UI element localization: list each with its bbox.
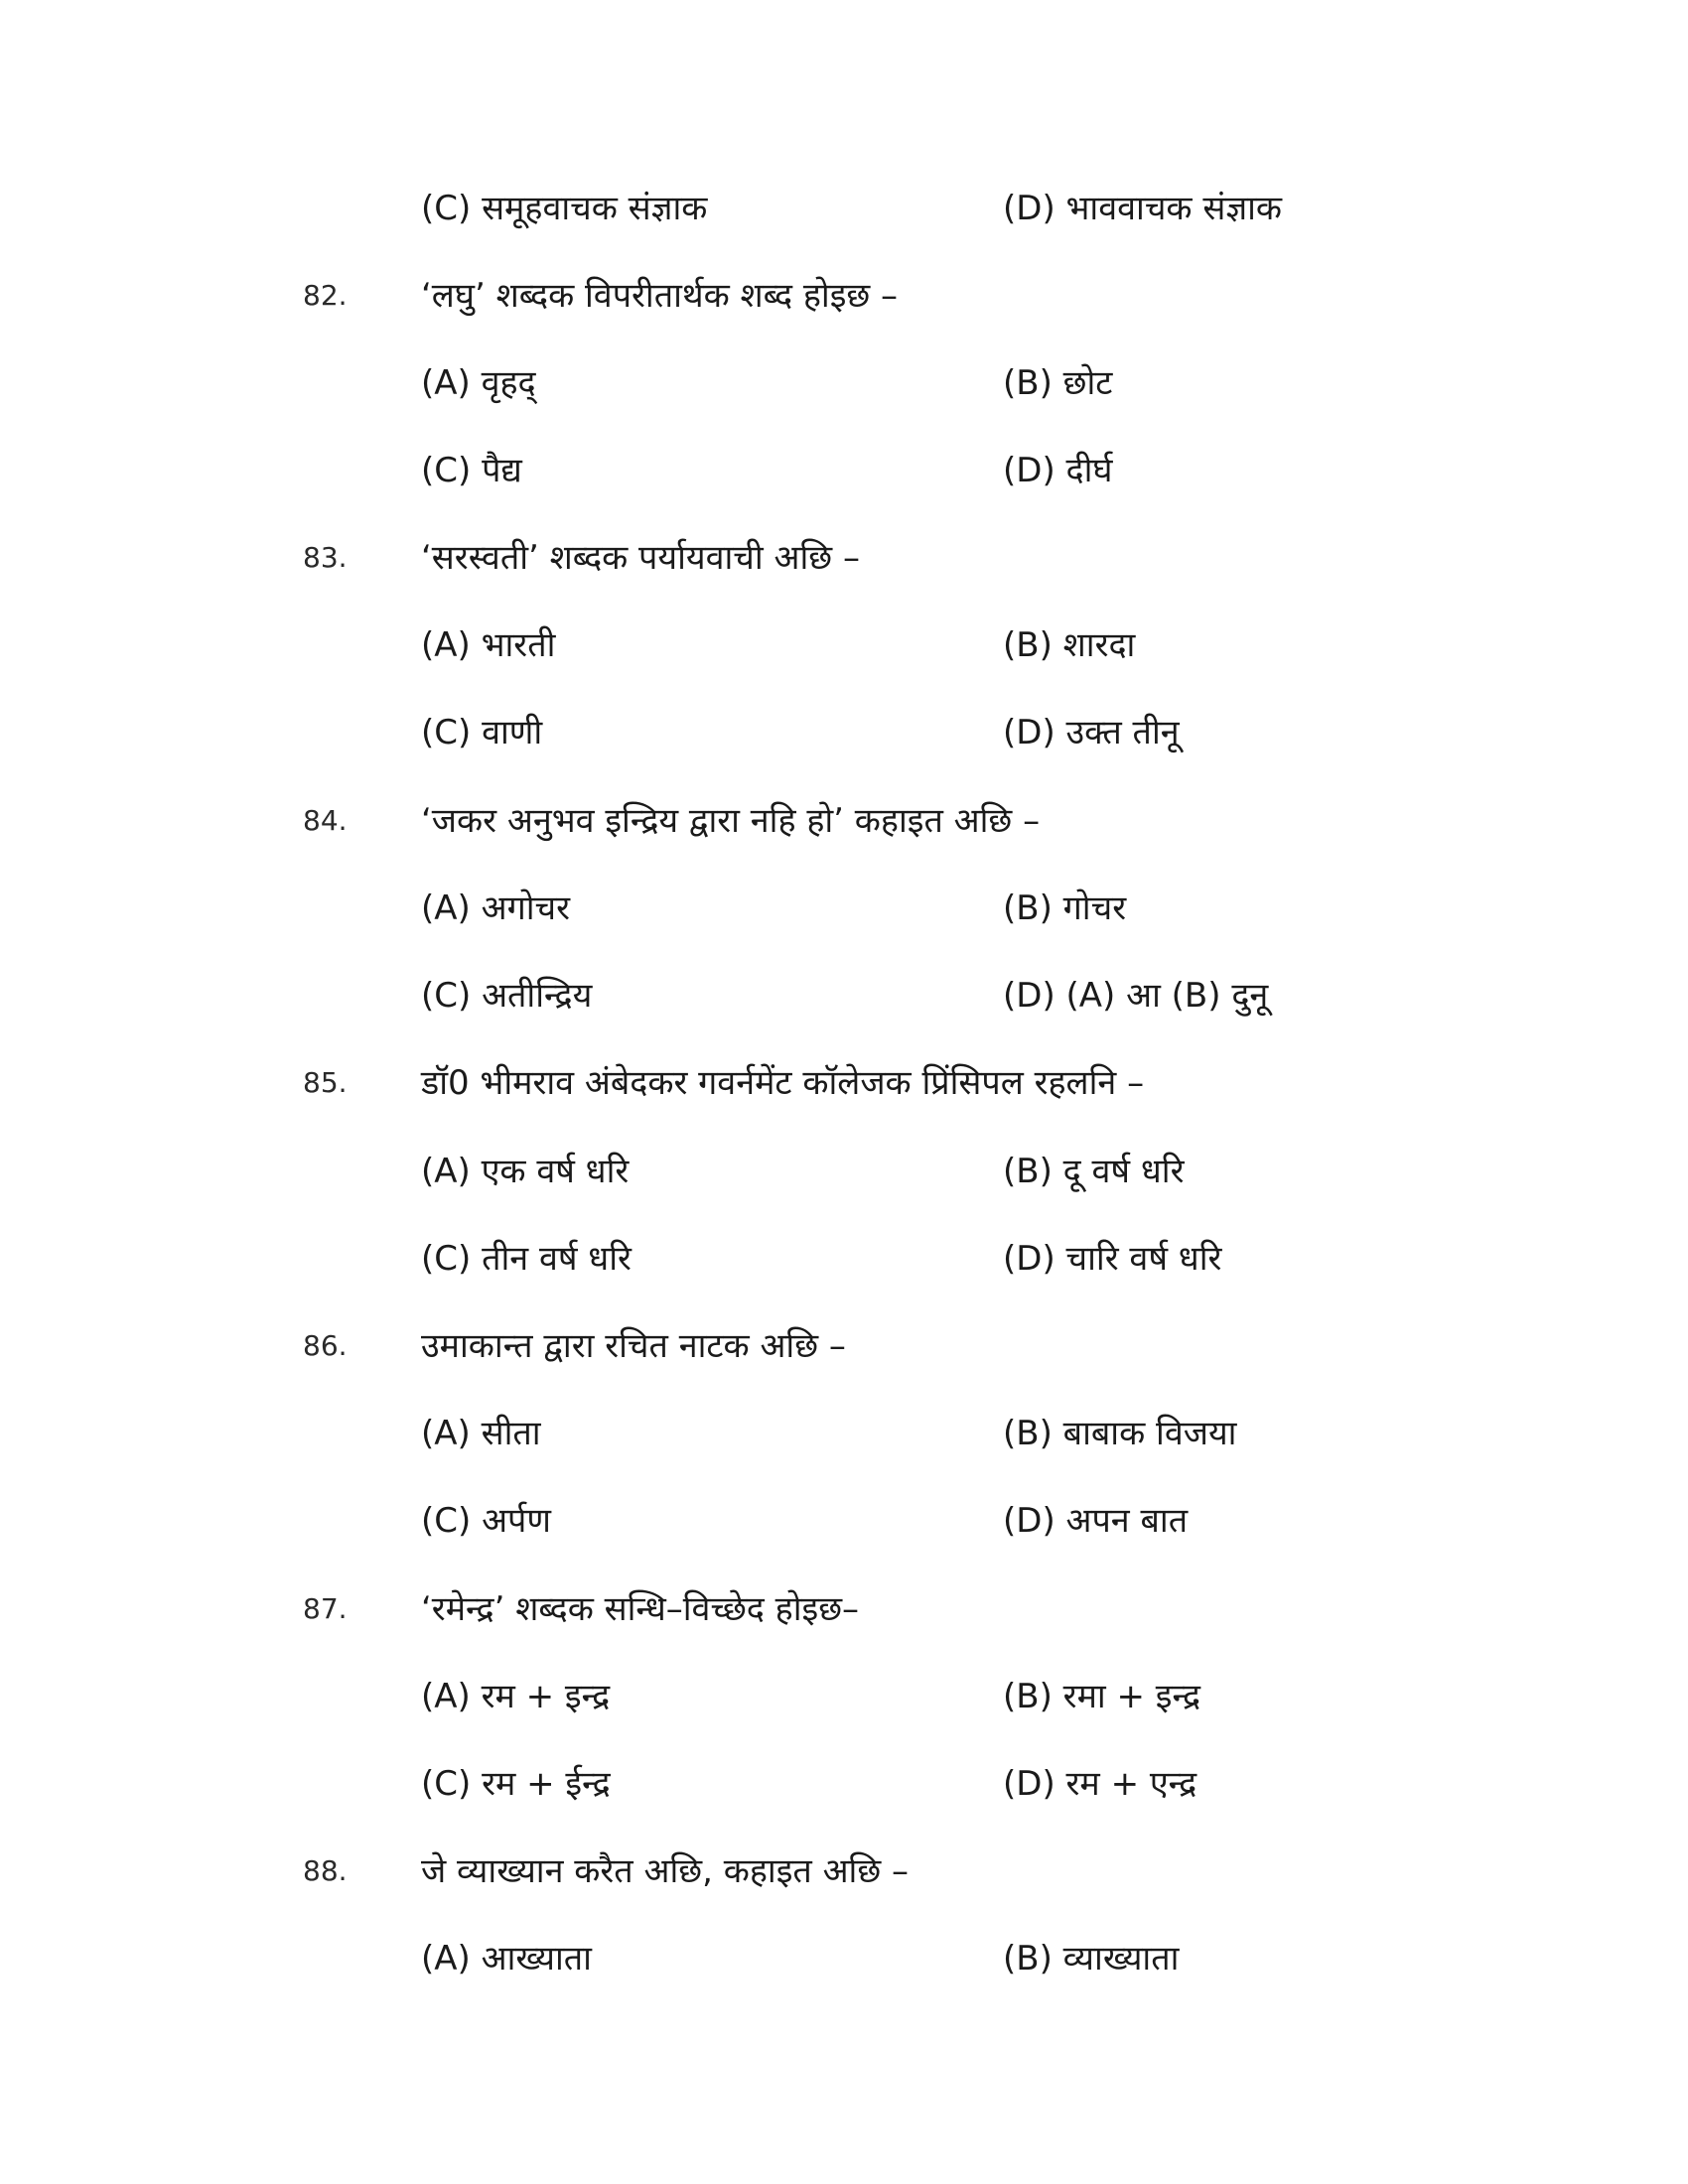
option-c: (C) रम + ईन्द्र	[421, 1764, 611, 1804]
option-a: (A) भारती	[421, 625, 556, 665]
option-c: (C) पैद्य	[421, 451, 522, 490]
question-text: ‘लघु’ शब्दक विपरीतार्थक शब्द होइछ –	[421, 276, 899, 316]
option-d: (D) रम + एन्द्र	[1003, 1764, 1197, 1804]
option-row	[0, 1491, 1688, 1551]
option-d: (D) (A) आ (B) दुनू	[1003, 976, 1269, 1016]
question-number: 83.	[303, 541, 348, 574]
option-row	[0, 615, 1688, 675]
question-number: 82.	[303, 279, 348, 312]
question-text: डॉ0 भीमराव अंबेदकर गवर्नमेंट कॉलेजक प्रिंसिपल रहलनि –	[421, 1063, 1145, 1103]
question-number: 88.	[303, 1854, 348, 1887]
question-number: 87.	[303, 1592, 348, 1625]
option-row	[0, 703, 1688, 762]
option-row	[0, 879, 1688, 938]
option-row	[0, 1142, 1688, 1201]
option-row	[0, 1229, 1688, 1289]
question-number: 86.	[303, 1329, 348, 1362]
question-row	[0, 791, 1688, 851]
option-d: (D) उक्त तीनू	[1003, 713, 1180, 752]
question-text: जे व्याख्यान करैत अछि, कहाइत अछि –	[421, 1851, 909, 1891]
option-b: (B) शारदा	[1003, 625, 1136, 665]
option-d: (D) चारि वर्ष धरि	[1003, 1239, 1222, 1279]
option-c: (C) अर्पण	[421, 1501, 551, 1541]
option-a: (A) सीता	[421, 1414, 541, 1453]
question-text: उमाकान्त द्वारा रचित नाटक अछि –	[421, 1326, 846, 1366]
option-a: (A) रम + इन्द्र	[421, 1677, 611, 1716]
option-row	[0, 1754, 1688, 1814]
option-row	[0, 1404, 1688, 1463]
option-row	[0, 1929, 1688, 1988]
option-b: (B) व्याख्याता	[1003, 1939, 1180, 1979]
option-a: (A) वृहद्	[421, 363, 536, 403]
option-c: (C) वाणी	[421, 713, 543, 752]
question-text: ‘जकर अनुभव इन्द्रिय द्वारा नहि हो’ कहाइत अछि –	[421, 801, 1041, 841]
option-c: (C) अतीन्द्रिय	[421, 976, 593, 1016]
question-row	[0, 528, 1688, 588]
question-number: 84.	[303, 804, 348, 837]
option-c: (C) समूहवाचक संज्ञाक	[421, 189, 708, 228]
option-row	[0, 353, 1688, 413]
option-d: (D) अपन बात	[1003, 1501, 1189, 1541]
option-a: (A) एक वर्ष धरि	[421, 1152, 630, 1191]
question-text: ‘सरस्वती’ शब्दक पर्यायवाची अछि –	[421, 538, 860, 578]
question-row	[0, 1842, 1688, 1901]
question-row	[0, 1053, 1688, 1113]
question-text: ‘रमेन्द्र’ शब्दक सन्धि–विच्छेद होइछ–	[421, 1589, 860, 1629]
option-b: (B) दू वर्ष धरि	[1003, 1152, 1185, 1191]
option-row	[0, 1667, 1688, 1726]
option-b: (B) रमा + इन्द्र	[1003, 1677, 1201, 1716]
option-row	[0, 966, 1688, 1025]
option-d: (D) भाववाचक संज्ञाक	[1003, 189, 1283, 228]
question-number: 85.	[303, 1066, 348, 1099]
option-b: (B) छोट	[1003, 363, 1113, 403]
option-d: (D) दीर्घ	[1003, 451, 1113, 490]
option-row	[0, 441, 1688, 500]
option-b: (B) बाबाक विजया	[1003, 1414, 1237, 1453]
option-c: (C) तीन वर्ष धरि	[421, 1239, 632, 1279]
question-row	[0, 266, 1688, 326]
question-row	[0, 1316, 1688, 1376]
option-b: (B) गोचर	[1003, 888, 1127, 928]
option-row	[0, 179, 1688, 238]
option-a: (A) आख्याता	[421, 1939, 592, 1979]
option-a: (A) अगोचर	[421, 888, 571, 928]
question-row	[0, 1579, 1688, 1639]
